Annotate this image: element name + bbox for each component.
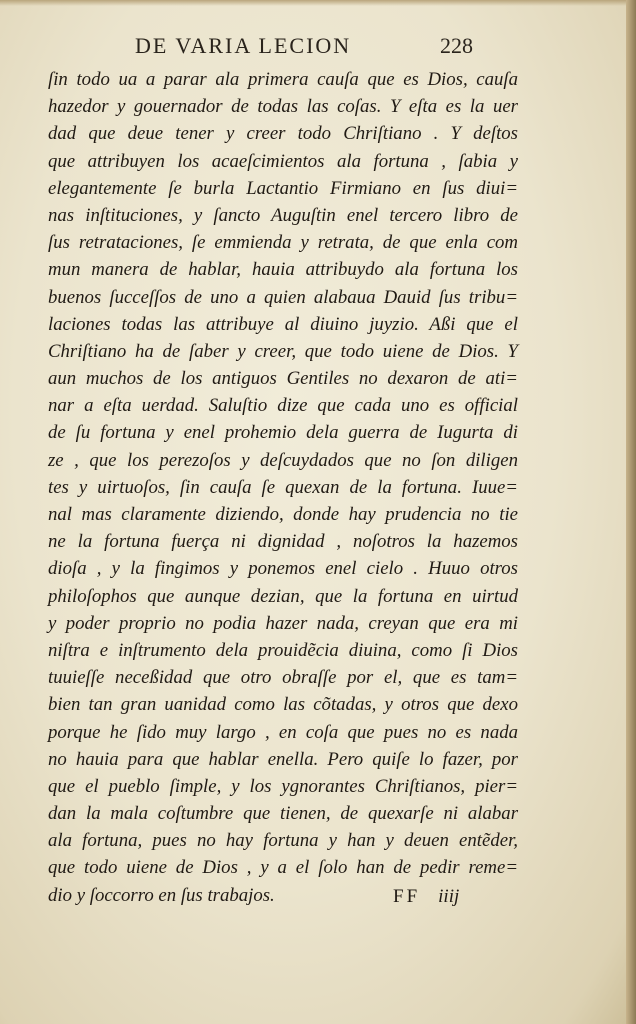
signature-number: iiij bbox=[438, 886, 460, 907]
text-line: bien tan gran uanidad como las cõtadas, y otros que dexo bbox=[48, 694, 518, 716]
text-line: dioſa , y la fingimos y ponemos enel cielo . Huuo otros bbox=[48, 558, 518, 580]
text-line: dan la mala coſtumbre que tienen, de quexarſe ni alabar bbox=[48, 803, 518, 825]
text-line: ze , que los perezoſos y deſcuydados que no ſon diligen bbox=[48, 449, 518, 471]
text-line: mun manera de hablar, hauia attribuydo ala fortuna los bbox=[48, 259, 518, 281]
text-line: laciones todas las attribuye al diuino juyzio. Aßi que el bbox=[48, 313, 518, 335]
signature-letters: FF bbox=[393, 886, 421, 907]
signature-mark bbox=[393, 886, 459, 908]
text-line: hazedor y gouernador de todas las coſas. Y eſta es la uer bbox=[48, 96, 518, 118]
page-top-shadow bbox=[0, 0, 636, 6]
text-line: que el pueblo ſimple, y los ygnorantes Chriſtianos, pier= bbox=[48, 775, 518, 797]
text-line: tes y uirtuoſos, ſin cauſa ſe quexan de la fortuna. Iuue= bbox=[48, 476, 518, 498]
text-line: que todo uiene de Dios , y a el ſolo han de pedir reme= bbox=[48, 857, 518, 879]
text-line-last: dio y ſoccorro en ſus trabajos. bbox=[48, 884, 275, 906]
text-line: y poder proprio no podia hazer nada, creyan que era mi bbox=[48, 612, 518, 634]
text-line: elegantemente ſe burla Lactantio Firmiano en ſus diui= bbox=[48, 177, 518, 199]
text-line: ſus retrataciones, ſe emmienda y retrata, de que enla com bbox=[48, 232, 518, 254]
page-number: 228 bbox=[440, 33, 473, 58]
text-line: tuuieſſe neceßidad que otro obraſſe por el, que es tam= bbox=[48, 667, 518, 689]
text-line: que attribuyen los acaeſcimientos ala fortuna , ſabia y bbox=[48, 150, 518, 172]
text-line: Chriſtiano ha de ſaber y creer, que todo uiene de Dios. Y bbox=[48, 340, 518, 362]
text-line: no hauia para que hablar enella. Pero quiſe lo fazer, por bbox=[48, 748, 518, 770]
text-line: nal mas claramente diziendo, donde hay prudencia no tie bbox=[48, 504, 518, 525]
text-line: porque he ſido muy largo , en coſa que pues no es nada bbox=[48, 721, 518, 743]
text-line: nar a eſta uerdad. Saluſtio dize que cada uno es official bbox=[48, 395, 518, 417]
running-head: DE VARIA LECION bbox=[135, 33, 352, 58]
text-line: aun muchos de los antiguos Gentiles no dexaron de ati= bbox=[48, 368, 518, 390]
body-text bbox=[48, 66, 518, 909]
text-line: de ſu fortuna y enel prohemio dela guerra de Iugurta di bbox=[48, 422, 518, 444]
text-line: nas inſtituciones, y ſancto Auguſtin enel tercero libro de bbox=[48, 204, 518, 226]
page-gutter-edge bbox=[626, 0, 636, 1024]
text-line: niſtra e inſtrumento dela prouidẽcia diuina, como ſi Dios bbox=[48, 639, 518, 661]
text-line: buenos ſucceſſos de uno a quien alabaua Dauid ſus tribu= bbox=[48, 286, 518, 308]
text-line: ſin todo ua a parar ala primera cauſa que es Dios, cauſa bbox=[48, 69, 518, 90]
text-line: ne la fortuna fuerça ni dignidad , noſotros la hazemos bbox=[48, 531, 518, 553]
text-line: dad que deue tener y creer todo Chriſtiano . Y deſtos bbox=[48, 123, 518, 145]
text-line: ala fortuna, pues no hay fortuna y han y deuen entẽder, bbox=[48, 830, 518, 852]
text-line: philoſophos que aunque dezian, que la fortuna en uirtud bbox=[48, 585, 518, 607]
page-header bbox=[0, 33, 636, 65]
